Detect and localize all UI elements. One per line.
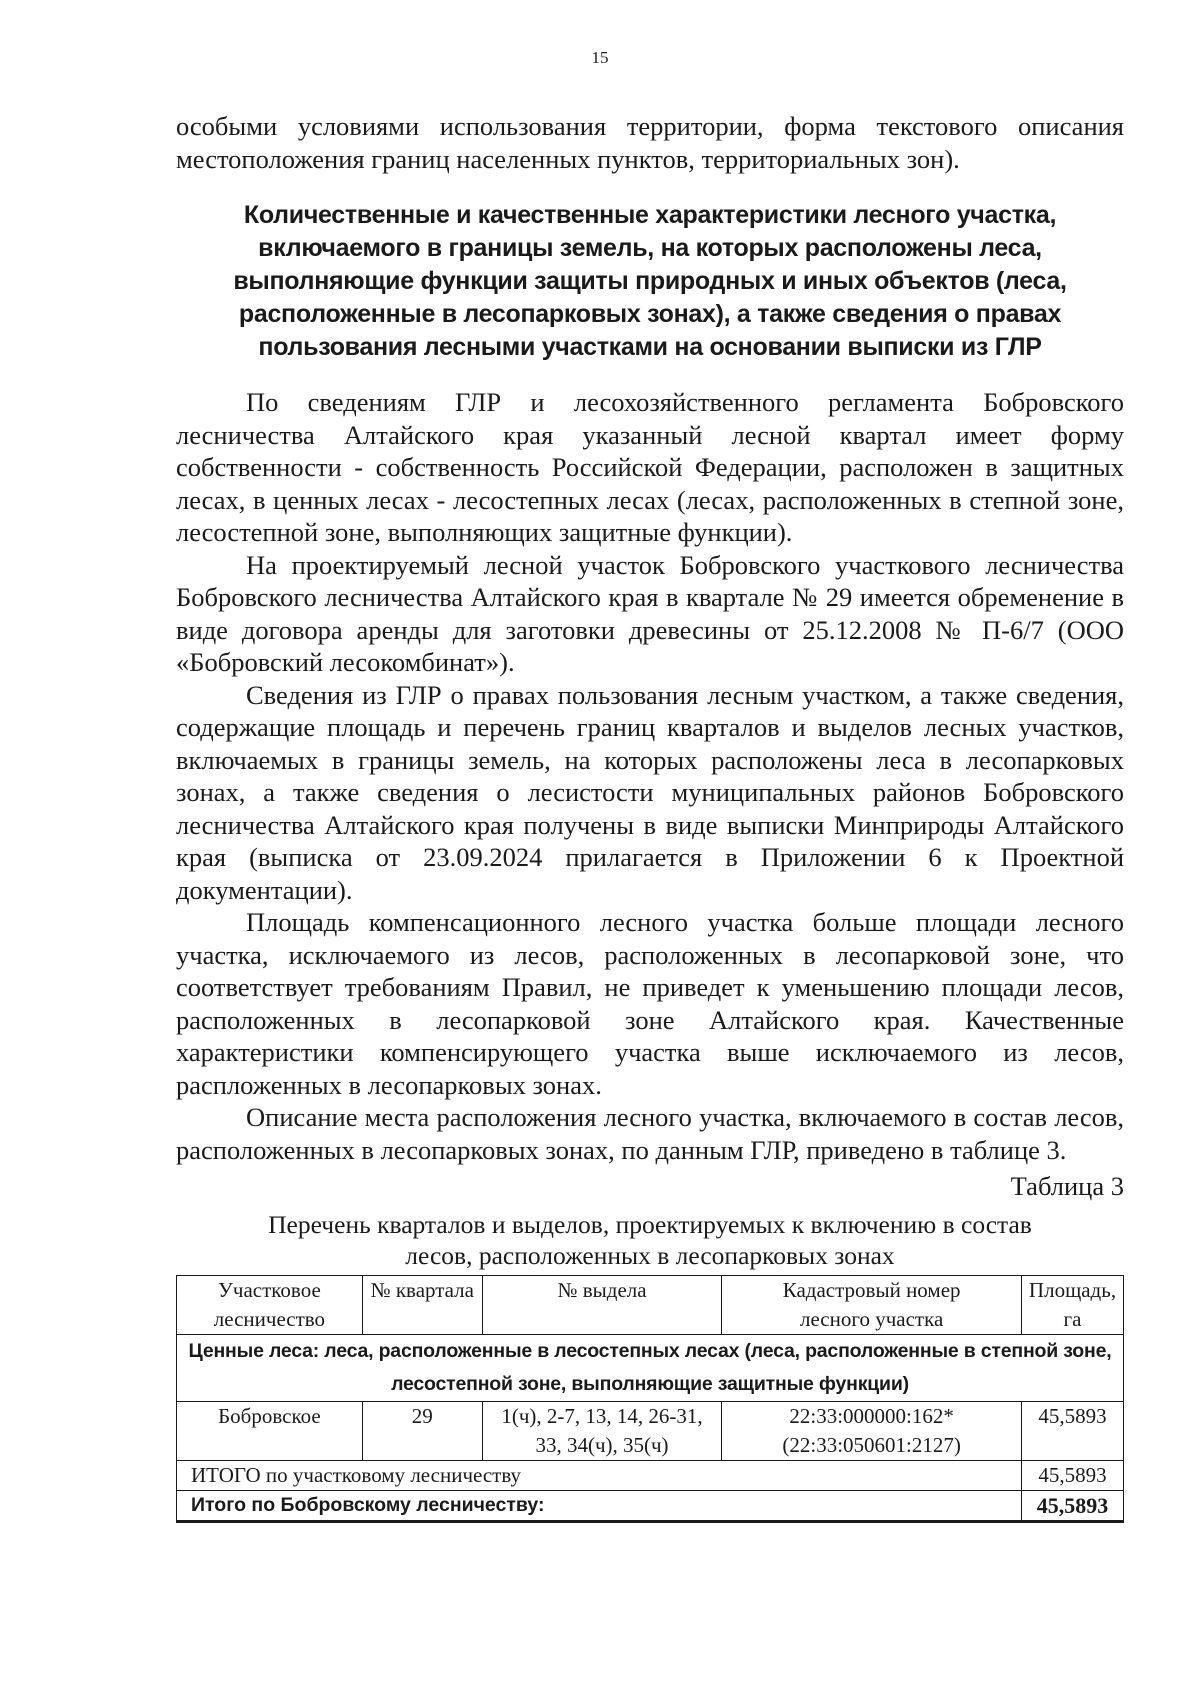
header-quarter: № квартала: [362, 1275, 482, 1334]
table-title: [176, 1209, 1124, 1271]
table-row: [177, 1401, 1124, 1460]
total-label: Итого по Бобровскому лесничеству:: [177, 1490, 1022, 1521]
paragraph-encumbrance: На проектируемый лесной участок Бобровского участкового лесничества Бобровского лесничества Алтайского края в квартале № 29 имеется обременение в виде договора аренды для заготовки древесины от 25.12.2008 № П-6/7 (ООО «Бобровский лесокомбинат»).: [176, 549, 1124, 677]
page-content: [176, 110, 1124, 1523]
quarters-table: [176, 1275, 1124, 1523]
header-district: Участковое лесничество: [177, 1275, 363, 1334]
table-header-row: [177, 1275, 1124, 1334]
cell-allotment: 1(ч), 2-7, 13, 14, 26-31, 33, 34(ч), 35(ч): [482, 1401, 722, 1460]
total-row: [177, 1490, 1124, 1521]
section-heading: Количественные и качественные характеристики лесного участка, включаемого в границы земель, на которых расположены леса, выполняющие функции защиты природных и иных объектов (леса, расположенные в лесопарковых зонах), а также сведения о правах пользования лесными участками на основании выписки из ГЛР: [233, 201, 1067, 361]
subtotal-row: [177, 1460, 1124, 1490]
page-number: 15: [591, 48, 609, 67]
paragraph-location-description: Описание места расположения лесного участка, включаемого в состав лесов, расположенных в лесопарковых зонах, по данным ГЛР, приведено в таблице 3.: [176, 1102, 1124, 1165]
cell-quarter: 29: [362, 1401, 482, 1460]
table-title-line2: лесов, расположенных в лесопарковых зонах: [405, 1240, 895, 1270]
table-title-line1: Перечень кварталов и выделов, проектируемых к включению в состав: [268, 1209, 1032, 1239]
cell-area: 45,5893: [1022, 1401, 1124, 1460]
paragraph-ownership: По сведениям ГЛР и лесохозяйственного регламента Бобровского лесничества Алтайского края указанный лесной квартал имеет форму собственности - собственность Российской Федерации, расположен в защитных лесах, в ценных лесах - лесостепных лесах (лесах, расположенных в степной зоне, лесостепной зоне, выполняющих защитные функции).: [176, 387, 1124, 547]
paragraph-compensation: Площадь компенсационного лесного участка больше площади лесного участка, исключаемого из лесов, расположенных в лесопарковой зоне, что соответствует требованиям Правил, не приведет к уменьшению площади лесов, расположенных в лесопарковой зоне Алтайского края. Качественные характеристики компенсирующего участка выше исключаемого из лесов, распложенных в лесопарковых зонах.: [176, 907, 1124, 1100]
section-label: Ценные леса: леса, расположенные в лесостепных лесах (леса, расположенные в степной зоне, лесостепной зоне, выполняющие защитные функции): [177, 1334, 1124, 1401]
intro-paragraph: особыми условиями использования территории, форма текстового описания местоположения границ населенных пунктов, территориальных зон).: [176, 111, 1124, 174]
header-area: Площадь, га: [1022, 1275, 1124, 1334]
header-allotment: № выдела: [482, 1275, 722, 1334]
cell-district: Бобровское: [177, 1401, 363, 1460]
cell-cadastral: 22:33:000000:162* (22:33:050601:2127): [722, 1401, 1022, 1460]
subtotal-label: ИТОГО по участковому лесничеству: [177, 1460, 1022, 1490]
paragraph-glr-extract: Сведения из ГЛР о правах пользования лесным участком, а также сведения, содержащие площадь и перечень границ кварталов и выделов лесных участков, включаемых в границы земель, на которых расположены леса в лесопарковых зонах, а также сведения о лесистости муниципальных районов Бобровского лесничества Алтайского края получены в виде выписки Минприроды Алтайского края (выписка от 23.09.2024 прилагается в Приложении 6 к Проектной документации).: [176, 679, 1124, 905]
subtotal-value: 45,5893: [1022, 1460, 1124, 1490]
table-section-row: [177, 1334, 1124, 1401]
table-label: Таблица 3: [1010, 1171, 1124, 1201]
total-value: 45,5893: [1022, 1490, 1124, 1521]
header-cadastral: Кадастровый номер лесного участка: [722, 1275, 1022, 1334]
